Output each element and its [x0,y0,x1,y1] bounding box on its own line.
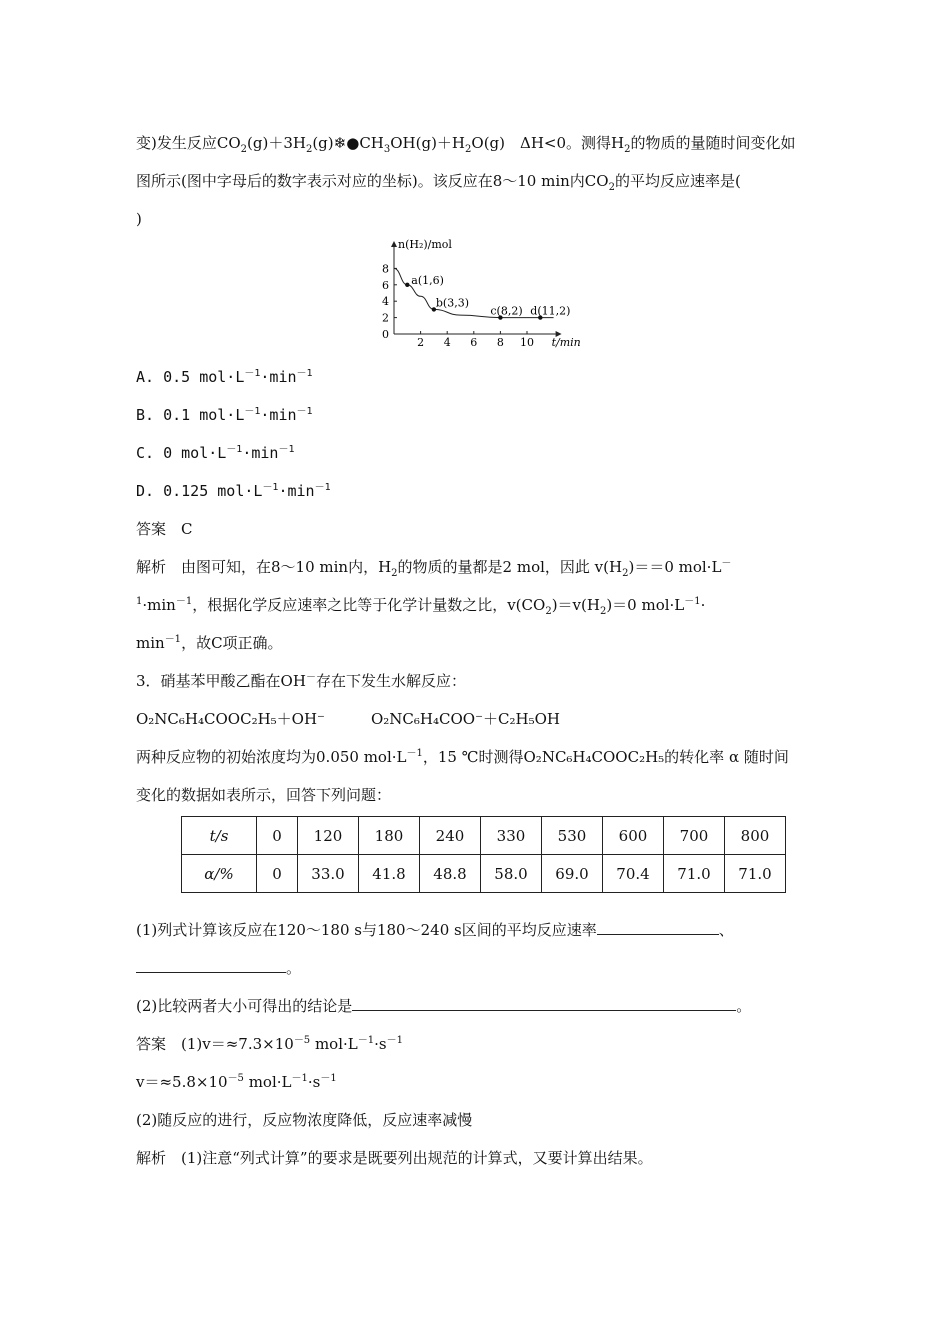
text: v＝≈5.8×10 [136,1073,228,1091]
q2-analysis-line3 [136,624,820,662]
table-cell: 600 [603,817,664,855]
x-tick-label: 10 [520,336,534,349]
option-a [136,358,820,396]
text: min [136,634,165,652]
superscript: －1 [291,1073,308,1084]
superscript: －1 [296,406,313,417]
q3-sub1 [136,911,820,949]
text: · [700,596,706,614]
text: 。 [736,997,752,1015]
subscript: 2 [624,144,631,155]
superscript: －1 [386,1035,403,1046]
table-cell: 71.0 [725,855,786,893]
q2-analysis-line1 [136,548,820,586]
text: 两种反应物的初始浓度均为0.050 mol·L [136,748,407,766]
h2-amount-chart [136,238,820,358]
q3-sub2 [136,987,820,1025]
q3-reaction [136,700,820,738]
text: 、 [718,921,734,939]
text: mol·L [310,1035,358,1053]
text: CH [359,134,384,152]
option-text: B. 0.1 mol·L [136,406,245,424]
subscript: 2 [608,182,615,193]
table-cell: 71.0 [664,855,725,893]
q2-stem-line3: ) [136,210,142,228]
q2-answer: 答案 C [136,520,193,538]
table-cell: 41.8 [359,855,420,893]
text: 答案 (1)v＝≈7.3×10 [136,1035,294,1053]
subscript: 2 [599,606,607,617]
superscript: －1 [406,748,423,759]
text: ·min [142,596,176,614]
q3-stem-line4: 变化的数据如表所示，回答下列问题： [136,786,392,804]
q2-analysis-line2: $^1\cdot\min^{-1}$，根据化学反应速率之比等于化学计量数之比，$v(CO_2)=v(H_2)=0$ $mol\cdot L^{-1}\cdot$ [136,596,706,617]
superscript: －5 [293,1035,311,1046]
q3-stem-line3 [136,738,820,776]
superscript: － [305,672,316,683]
option-text: C. 0 mol·L [136,444,227,462]
superscript: －1 [262,482,279,493]
text: ，根据化学反应速率之比等于化学计量数之比，v(CO [192,596,546,614]
text: mol·L [243,1073,292,1091]
table-cell: 120 [298,817,359,855]
x-tick-label: 6 [470,336,478,349]
y-tick-label: 2 [382,311,389,325]
q3-answer-line1 [136,1025,820,1063]
text: 3．硝基苯甲酸乙酯在OH [136,672,306,690]
option-c [136,434,820,472]
text: O(g) ΔH<0。测得H [471,134,625,152]
superscript: －1 [684,596,701,607]
text: 的物质的量都是2 mol，因此 v(H [397,558,623,576]
text: )＝＝0 mol·L [628,558,722,576]
superscript: －1 [320,1073,337,1084]
superscript: －1 [244,406,261,417]
data-point [405,283,409,287]
table-row-time [182,817,786,855]
text: 的平均反应速率是( [614,172,741,190]
text: ，故C项正确。 [181,634,283,652]
y-axis-label: n(H₂)/mol [398,238,452,251]
subscript: 2 [622,568,629,579]
equilibrium-symbol: ❄● [333,134,360,152]
text: 。 [286,959,302,977]
text: (2)比较两者大小可得出的结论是 [136,997,353,1015]
superscript: －1 [226,444,243,455]
chart-svg [356,238,581,356]
superscript: －1 [164,634,182,645]
option-text: ·min [260,406,297,424]
y-tick-label: 8 [382,262,389,276]
text: 的物质的量随时间变化如 [630,134,796,152]
text: )＝v(H [551,596,600,614]
option-text: D. 0.125 mol·L [136,482,263,500]
text: (1)列式计算该反应在120～180 s与180～240 s区间的平均反应速率 [136,921,597,939]
reaction-right: O₂NC₆H₄COO⁻＋C₂H₅OH [370,710,560,728]
subscript: 2 [305,144,313,155]
option-b [136,396,820,434]
table-cell: 33.0 [298,855,359,893]
subscript: 2 [465,144,472,155]
table-cell: 330 [481,817,542,855]
y-tick-label: 0 [382,328,389,341]
option-text: A. 0.5 mol·L [136,368,245,386]
q3-analysis: 解析 (1)注意“列式计算”的要求是既要列出规范的计算式，又要计算出结果。 [136,1149,653,1167]
option-text: ·min [278,482,315,500]
table-cell: 58.0 [481,855,542,893]
superscript: －1 [278,444,295,455]
superscript: －1 [296,368,313,379]
subscript: 2 [240,144,248,155]
q3-answer-line3: (2)随反应的进行，反应物浓度降低，反应速率减慢 [136,1111,473,1129]
text: ，15 ℃时测得O₂NC₆H₄COOC₂H₅的转化率 α 随时间 [422,748,789,766]
table-cell: 800 [725,817,786,855]
option-text: ·min [260,368,297,386]
x-tick-label: 2 [417,336,425,349]
answer-blank[interactable] [136,954,286,973]
table-cell: 530 [542,817,603,855]
superscript: －5 [227,1073,244,1084]
table-cell: 0 [257,855,298,893]
table-head-cell: α/% [182,855,257,893]
text: ·s [374,1035,387,1053]
text: OH(g)＋H [390,134,466,152]
option-text: ·min [242,444,279,462]
text: 变)发生反应CO [136,134,241,152]
table-cell: 240 [420,817,481,855]
data-point-label: a(1,6) [411,273,444,287]
text: (g) [312,134,334,152]
answer-blank[interactable] [352,992,736,1011]
conversion-table [181,816,786,893]
q2-stem-line2 [136,162,820,200]
y-tick-label: 4 [382,295,389,309]
q2-stem-line1 [136,124,820,162]
table-cell: 48.8 [420,855,481,893]
superscript: － [721,558,732,569]
table-cell: 70.4 [603,855,664,893]
text: 解析 由图可知，在8～10 min内，H [136,558,392,576]
superscript: －1 [244,368,261,379]
text: ·s [307,1073,321,1091]
table-head-cell: t/s [182,817,257,855]
reaction-left: O₂NC₆H₄COOC₂H₅＋OH⁻ [136,710,325,728]
text: )＝0 mol·L [606,596,685,614]
table-cell: 180 [359,817,420,855]
option-d [136,472,820,510]
subscript: 3 [383,144,391,155]
table-cell: 700 [664,817,725,855]
x-tick-label: 4 [443,336,451,349]
q3-answer-line2 [136,1063,820,1101]
text: 图所示(图中字母后的数字表示对应的坐标)。该反应在8～10 min内CO [136,172,609,190]
data-point-label: c(8,2) [490,304,523,318]
superscript: －1 [314,482,331,493]
y-axis-arrow [391,241,397,247]
data-point-label: d(11,2) [530,304,571,318]
q3-sub1-cont [136,949,820,987]
table-cell: 69.0 [542,855,603,893]
subscript: 2 [545,606,552,617]
answer-blank[interactable] [597,916,719,935]
q3-stem-line1 [136,662,820,700]
x-tick-label: 8 [496,336,504,349]
x-axis-label: t/min [551,336,581,349]
superscript: －1 [175,596,193,607]
table-cell: 0 [257,817,298,855]
data-point-label: b(3,3) [435,296,470,310]
document-page [136,124,820,1177]
superscript: －1 [357,1035,375,1046]
y-tick-label: 6 [382,278,389,292]
text: (g)＋3H [247,134,306,152]
text: 存在下发生水解反应： [315,672,466,690]
subscript: 2 [391,568,398,579]
table-row-alpha [182,855,786,893]
